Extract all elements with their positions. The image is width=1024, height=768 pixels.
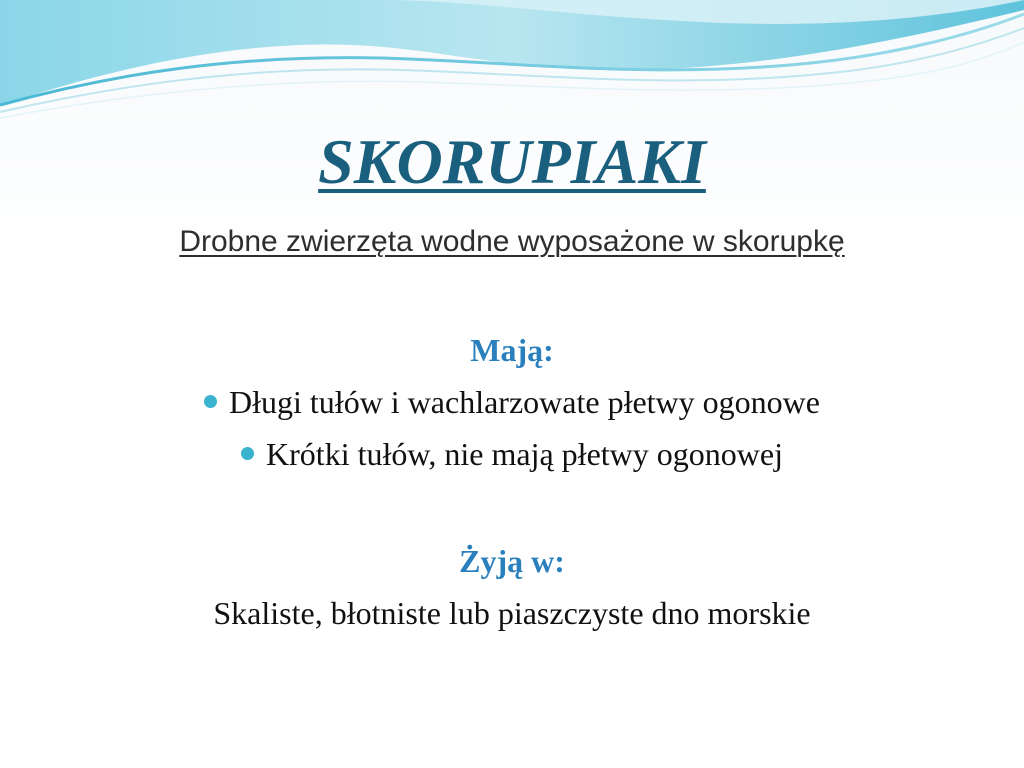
- bullet-dot-icon: [204, 395, 217, 408]
- slide-title: [0, 122, 1024, 202]
- bullet-item-text: Długi tułów i wachlarzowate płetwy ogonowe: [229, 384, 820, 420]
- bullet-item: [0, 434, 1024, 474]
- section-heading-have: Mają:: [470, 332, 554, 368]
- slide-subtitle: [0, 222, 1024, 262]
- slide-subtitle-text: Drobne zwierzęta wodne wyposażone w skorupkę: [179, 225, 845, 258]
- section-heading-live: Żyją w:: [459, 543, 565, 579]
- wave-decoration: [0, 0, 1024, 130]
- habitat-text: Skaliste, błotniste lub piaszczyste dno morskie: [213, 595, 811, 631]
- slide-title-text: SKORUPIAKI: [318, 126, 706, 197]
- bullet-dot-icon: [241, 447, 254, 460]
- bullet-item: [0, 382, 1024, 422]
- bullet-item-text: Krótki tułów, nie mają płetwy ogonowej: [266, 436, 783, 472]
